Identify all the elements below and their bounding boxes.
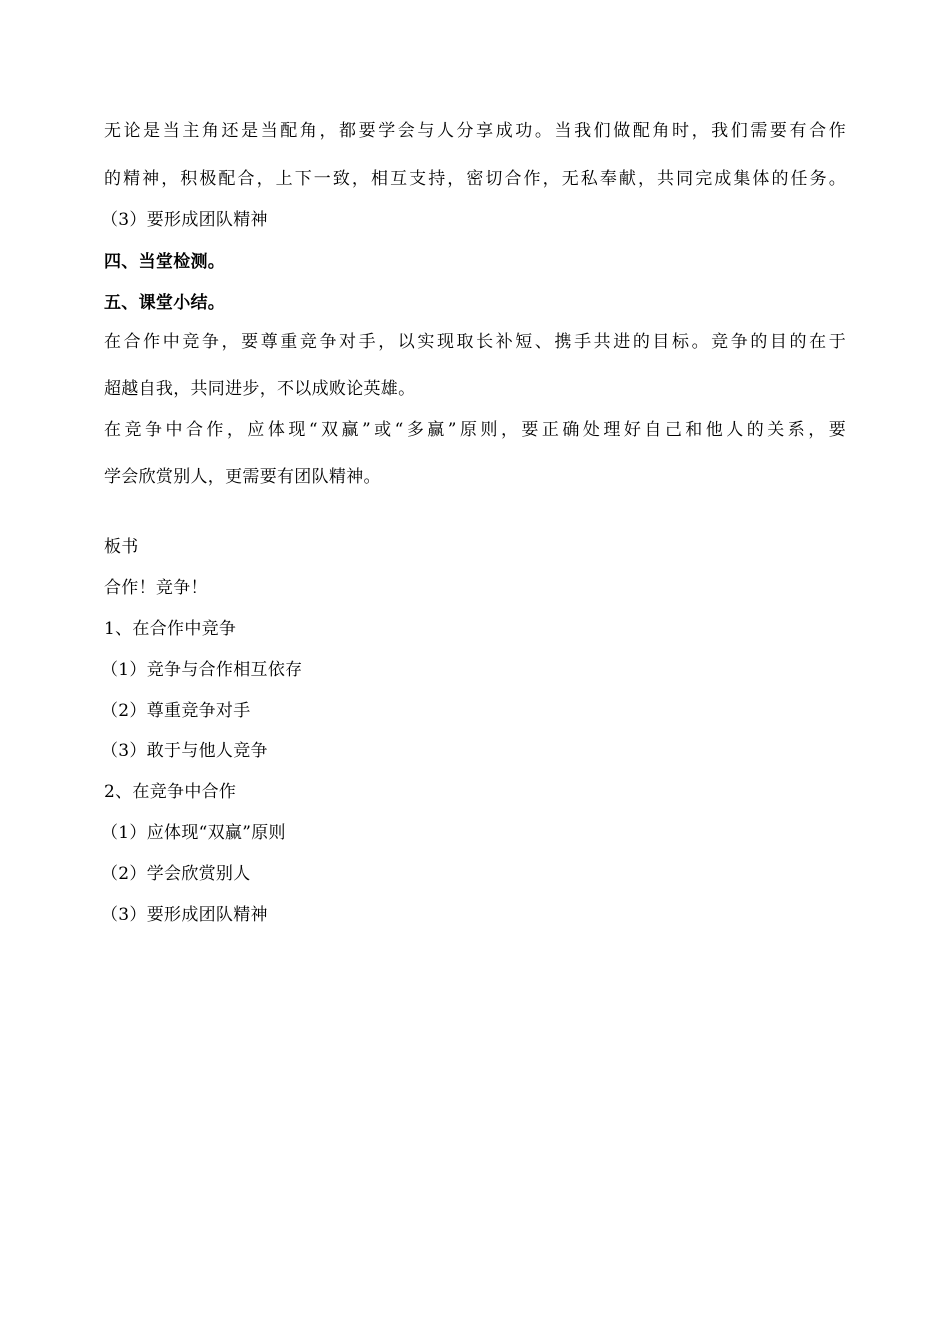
board-label: 板书 (104, 537, 139, 557)
list-item: （3）要形成团队精神 (101, 210, 268, 230)
board-section-heading: 1、在合作中竞争 (104, 619, 237, 639)
paragraph-line: 在竞争中合作，应体现“双赢”或“多赢”原则，要正确处理好自己和他人的关系，要 (104, 420, 846, 440)
paragraph-line: 在合作中竞争，要尊重竞争对手，以实现取长补短、携手共进的目标。竞争的目的在于 (104, 332, 846, 352)
board-title: 合作！竞争！ (104, 578, 208, 598)
section-heading: 四、当堂检测。 (104, 252, 226, 272)
paragraph-line: 的精神，积极配合，上下一致，相互支持，密切合作，无私奉献，共同完成集体的任务。 (104, 169, 846, 189)
list-item: （1）应体现“双赢”原则 (101, 823, 286, 843)
list-item: （3）要形成团队精神 (101, 905, 268, 925)
list-item: （1）竞争与合作相互依存 (101, 660, 303, 680)
section-heading: 五、课堂小结。 (104, 293, 226, 313)
list-item: （2）尊重竞争对手 (101, 701, 251, 721)
list-item: （2）学会欣赏别人 (101, 864, 251, 884)
paragraph-line: 超越自我，共同进步，不以成败论英雄。 (104, 379, 416, 399)
paragraph-line: 无论是当主角还是当配角，都要学会与人分享成功。当我们做配角时，我们需要有合作 (104, 121, 846, 141)
board-section-heading: 2、在竞争中合作 (104, 782, 237, 802)
list-item: （3）敢于与他人竞争 (101, 741, 268, 761)
paragraph-line: 学会欣赏别人，更需要有团队精神。 (104, 467, 381, 487)
